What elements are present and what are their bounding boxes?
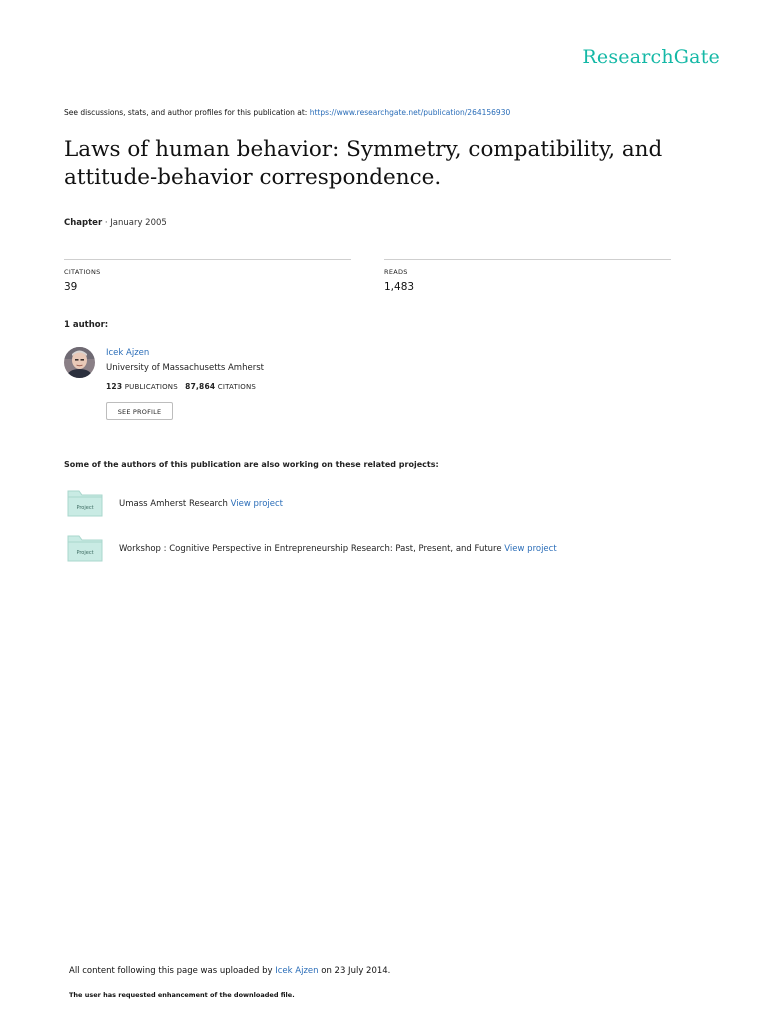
author-institution: University of Massachusetts Amherst: [106, 363, 264, 373]
author-avatar[interactable]: [64, 347, 95, 378]
author-citations-count: 87,864: [185, 382, 216, 391]
author-stats: [106, 382, 256, 391]
view-project-link[interactable]: View project: [504, 544, 557, 554]
author-publications-count: 123: [106, 382, 123, 391]
related-projects-heading: Some of the authors of this publication are also working on these related projects:: [64, 460, 439, 469]
upload-suffix: on 23 July 2014.: [321, 966, 391, 976]
citations-divider: [64, 259, 351, 260]
upload-prefix: All content following this page was uploaded by: [69, 966, 273, 976]
reads-divider: [384, 259, 671, 260]
author-publications-label: PUBLICATIONS: [124, 383, 178, 391]
view-project-link[interactable]: View project: [230, 499, 284, 509]
discuss-text: See discussions, stats, and author profiles for this publication at:: [64, 108, 308, 117]
see-profile-button[interactable]: SEE PROFILE: [106, 402, 173, 420]
project-icon: [67, 534, 103, 566]
authors-heading: 1 author:: [64, 320, 109, 330]
researchgate-logo[interactable]: ResearchGate: [582, 46, 720, 68]
publication-meta: [64, 218, 167, 228]
publication-type: Chapter: [64, 218, 103, 228]
upload-note: [69, 966, 390, 976]
project-item: [119, 499, 283, 509]
discuss-line: [64, 108, 510, 117]
project-icon-label: Project: [76, 505, 94, 511]
uploader-link[interactable]: Icek Ajzen: [275, 966, 319, 976]
reads-count: 1,483: [384, 281, 415, 293]
author-name-link[interactable]: Icek Ajzen: [106, 348, 150, 358]
publication-date: January 2005: [110, 218, 167, 228]
author-photo: [64, 347, 95, 378]
enhancement-note: The user has requested enhancement of the downloaded file.: [69, 991, 295, 999]
publication-title: Laws of human behavior: Symmetry, compatibility, and attitude-behavior correspondence.: [64, 137, 663, 190]
author-citations-label: CITATIONS: [217, 383, 257, 391]
project-icon: [67, 489, 103, 521]
meta-separator: ·: [102, 218, 111, 228]
project-title: Umass Amherst Research: [119, 499, 228, 509]
publication-url-link[interactable]: https://www.researchgate.net/publication/264156930: [309, 108, 511, 117]
project-icon-label: Project: [76, 550, 94, 556]
project-item: [119, 544, 557, 554]
project-title: Workshop : Cognitive Perspective in Entrepreneurship Research: Past, Present, and Future: [119, 544, 502, 554]
citations-count: 39: [64, 281, 78, 293]
reads-label: READS: [384, 268, 408, 276]
citations-label: CITATIONS: [64, 268, 101, 276]
